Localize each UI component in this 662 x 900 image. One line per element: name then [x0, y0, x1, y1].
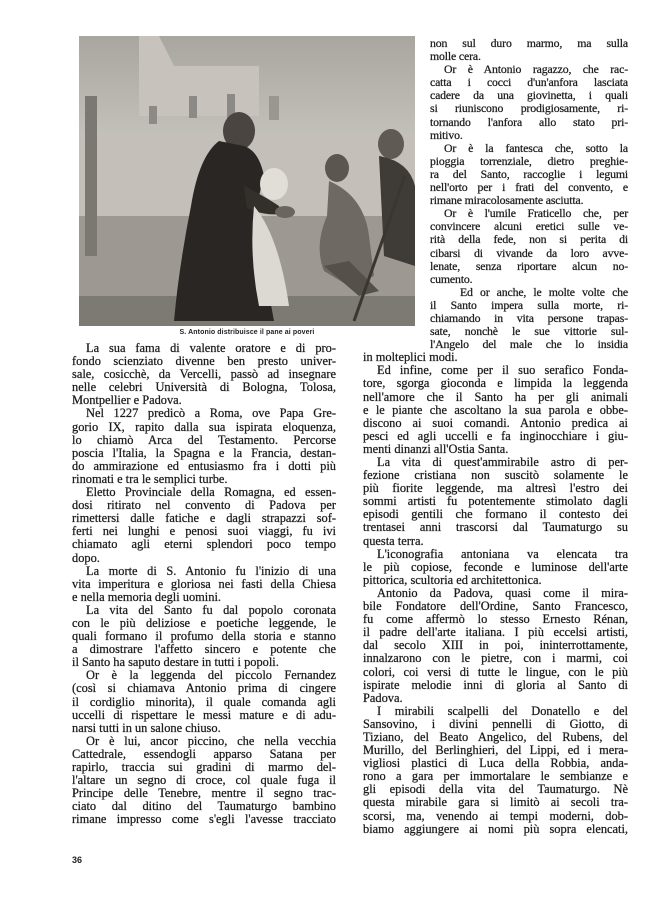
paragraph — [72, 565, 336, 604]
text-line: Or è la leggenda del piccolo Fernandez — [86, 668, 336, 683]
text-line: ra del Santo, raccoglie i legumi — [430, 166, 628, 181]
text-line: cumento. — [430, 271, 473, 286]
text-line: pittorica, scultoria ed architettonica. — [363, 572, 542, 587]
text-line: rinomati e tra le semplici turbe. — [72, 471, 228, 486]
text-line: vigliosi plastici di Luca della Robbia, anda- — [363, 756, 628, 771]
text-line: rimettersi dalle fatiche e dagli strapazzi sof- — [72, 511, 336, 526]
text-line: poscia l'Italia, la Spagna e la Francia, destan- — [72, 445, 336, 460]
text-line: si riuniscono prodigiosamente, ri- — [430, 101, 628, 116]
paragraph — [72, 486, 336, 565]
text-line: sate, nonchè le sue vittorie sul- — [430, 324, 628, 339]
text-line: chiamando in vita persone trapas- — [430, 310, 628, 325]
text-line: il Santo ha saputo destare in tutti i popoli. — [72, 655, 279, 670]
text-line: cadere da una giovinetta, i quali — [430, 88, 628, 103]
text-line: I mirabili scalpelli del Donatello e del — [377, 703, 628, 718]
paragraph — [363, 364, 628, 456]
paragraph — [363, 587, 628, 705]
text-line: pesci ed agli uccelli e fa inginocchiare i giu- — [363, 428, 628, 443]
paragraph — [363, 456, 628, 548]
paragraph — [72, 407, 336, 486]
text-line: con le più deliziose e poetiche leggende, le — [72, 615, 336, 630]
text-line: Antonio da Padova, quasi come il mira- — [377, 585, 628, 600]
text-line: cibarsi di vivande da loro avve- — [430, 245, 628, 260]
text-line: Tiziano, del Beato Angelico, del Rubens, del — [363, 729, 628, 744]
text-line: do ammirazione ed entusiasmo fra i dotti più — [72, 458, 336, 473]
paragraph — [363, 142, 628, 207]
text-line: episodi gentili che formano il contesto dei — [363, 507, 628, 522]
text-line: e nella memoria degli uomini. — [72, 589, 221, 604]
text-line: bile Fondatore dell'Ordine, Santo Francesco, — [363, 599, 628, 614]
text-line: L'iconografia antoniana va elencata tra — [377, 546, 628, 561]
text-line: uccelli di rispettare le messi mature e di adu- — [72, 707, 336, 722]
text-line: tore, sgorga gioconda e limpida la leggenda — [363, 376, 628, 391]
text-line: lenate, senza riportare alcun no- — [430, 258, 628, 273]
text-line: Sansovino, i divini pennelli di Giotto, di — [363, 716, 628, 731]
text-line: il cordiglio minorita), il quale comanda agli — [72, 694, 336, 709]
paragraph — [72, 735, 336, 827]
text-line: gorio IX, rapito dalla sua ispirata eloquenza, — [72, 419, 336, 434]
text-line: rapirlo, traccia sui gradini di marmo del- — [72, 760, 336, 774]
left-text-column — [72, 342, 336, 826]
text-line: La morte di S. Antonio fu l'inizio di una — [86, 563, 336, 578]
text-line: biamo aggiungere ai nomi più sopra elencati, — [363, 821, 628, 836]
text-line: Eletto Provinciale della Romagna, ed essen- — [86, 485, 336, 500]
text-line: rità della fede, non si perita di — [430, 232, 628, 247]
text-line: quali formano il profumo della storia e stanno — [72, 629, 336, 644]
text-line: Or è Antonio ragazzo, che rac- — [444, 62, 628, 77]
text-line: gli episodi della vita del Taumaturgo. Nè — [363, 782, 628, 797]
paragraph — [72, 604, 336, 669]
paragraph — [72, 342, 336, 407]
right-text-column — [363, 37, 628, 836]
text-line: dosi ritirato nel convento di Padova per — [72, 498, 336, 513]
text-line: Padova. — [363, 690, 403, 705]
paragraph — [363, 705, 628, 836]
text-line: innalzarono con le pietre, con i marmi, coi — [363, 651, 628, 666]
text-line: Or è lui, ancor piccino, che nella vecchia — [86, 733, 336, 748]
text-line: dal secolo XIII in poi, ininterrottamente, — [363, 638, 628, 653]
text-line: Ed infine, come per il suo serafico Fonda- — [377, 363, 628, 378]
text-line: fu come affermò lo stesso Ernesto Rénan, — [363, 612, 628, 627]
text-line: chiamato agli eterni splendori poco tempo — [72, 537, 336, 552]
text-line: nell'orto per i frati del convento, e — [430, 180, 628, 195]
figure-caption: S. Antonio distribuisce il pane ai poveri — [179, 329, 315, 336]
page-number: 36 — [72, 855, 83, 865]
text-line: convincere alcuni eretici sulle ve- — [430, 219, 628, 234]
text-line: Principe delle Tenebre, mentre il segno trac- — [72, 786, 336, 801]
text-line: nell'amore che il Santo ha per gli animali — [363, 389, 628, 404]
text-line: La vita di quest'ammirabile astro di per- — [377, 455, 628, 469]
text-line: Ed or anche, le molte volte che — [460, 284, 628, 299]
text-line: il padre dell'arte italiana. I più eccelsi artisti, — [363, 625, 628, 640]
text-line: ispirate melodie inni di gloria al Santo di — [363, 677, 628, 692]
text-line: a dimostrare l'affetto sincero e potente che — [72, 642, 336, 657]
text-line: tornando l'anfora allo stato pri- — [430, 114, 628, 129]
text-line: Montpellier e Padova. — [72, 393, 182, 408]
text-line: rimane miracolosamente asciutta. — [430, 193, 584, 208]
text-line: ciato dal ditino del Taumaturgo bambino — [72, 799, 336, 814]
text-line: Or è l'umile Fraticello che, per — [444, 206, 628, 221]
paragraph — [363, 63, 628, 142]
text-line: Cattedrale, essendogli apparso Satana per — [72, 746, 336, 761]
text-line: colori, coi versi di tutte le lingue, con le più — [363, 664, 628, 679]
text-line: molle cera. — [430, 49, 481, 64]
text-line: non sul duro marmo, ma sulla — [430, 36, 628, 50]
text-line: sale, cosicchè, da Vercelli, passò ad insegnare — [72, 367, 336, 382]
paragraph — [363, 286, 628, 365]
text-line: Murillo, del Berlinghieri, del Lippi, ed i mera- — [363, 743, 628, 758]
text-line: catta i cocci d'un'anfora lasciata — [430, 75, 628, 90]
paragraph — [363, 207, 628, 286]
text-line: fezione cristiana non suscitò solamente le — [363, 468, 628, 483]
text-line: il Santo impera sulla morte, ri- — [430, 297, 628, 312]
text-line: sommi artisti fu potentemente stimolato dagli — [363, 494, 628, 509]
text-line: discono ai suoi comandi. Antonio predica ai — [363, 415, 628, 430]
text-line: La sua fama di valente oratore e di pro- — [86, 341, 336, 355]
text-line: trentasei anni trascorsi dal Taumaturgo su — [363, 520, 628, 535]
text-line: più fiorite leggende, ma altresì l'estro dei — [363, 481, 628, 496]
text-line: e le piante che ascoltano la sua parola e obbe- — [363, 402, 628, 417]
text-line: Or è la fantesca che, sotto la — [444, 140, 628, 155]
text-line: l'Angelo del male che lo insidia — [430, 337, 628, 352]
text-line: vita imperitura e gloriosa nei fasti della Chiesa — [72, 576, 336, 591]
text-line: rimane impresso come s'egli l'avesse tracciato — [72, 812, 336, 827]
text-line: rono a gara per immortalare le sembianze e — [363, 769, 628, 784]
text-line: dopo. — [72, 550, 100, 565]
text-line: La vita del Santo fu dal popolo coronata — [86, 602, 336, 617]
text-line: pioggia torrenziale, dietro preghie- — [430, 153, 628, 168]
paragraph — [363, 548, 628, 587]
text-line: mitivo. — [430, 127, 463, 142]
paragraph — [363, 37, 628, 63]
text-line: ferti nei lunghi e penosi suoi viaggi, fu ivi — [72, 524, 336, 539]
text-line: menti dinanzi all'Ostia Santa. — [363, 441, 509, 456]
text-line: Nel 1227 predicò a Roma, ove Papa Gre- — [86, 406, 336, 421]
text-line: scorsi, ma, venendo ai tempi moderni, dob- — [363, 808, 628, 823]
text-line: nelle celebri Università di Bologna, Tolosa, — [72, 380, 336, 395]
text-line: lo chiamò Arca del Testamento. Percorse — [72, 432, 336, 447]
text-line: le più copiose, feconde e luminose dell'arte — [363, 559, 628, 574]
text-line: fondo scienziato divenne ben presto univer- — [72, 354, 336, 369]
text-line: l'altare un segno di croce, col quale fuga il — [72, 773, 336, 788]
paragraph — [72, 669, 336, 734]
text-line: narsi tutti in un salone chiuso. — [72, 720, 221, 735]
text-line: questa terra. — [363, 533, 424, 548]
text-line: questa mirabile gara si limitò ai secoli tra- — [363, 795, 628, 810]
text-line: (così si chiamava Antonio prima di cingere — [72, 681, 336, 696]
text-line: in molteplici modi. — [363, 350, 458, 365]
